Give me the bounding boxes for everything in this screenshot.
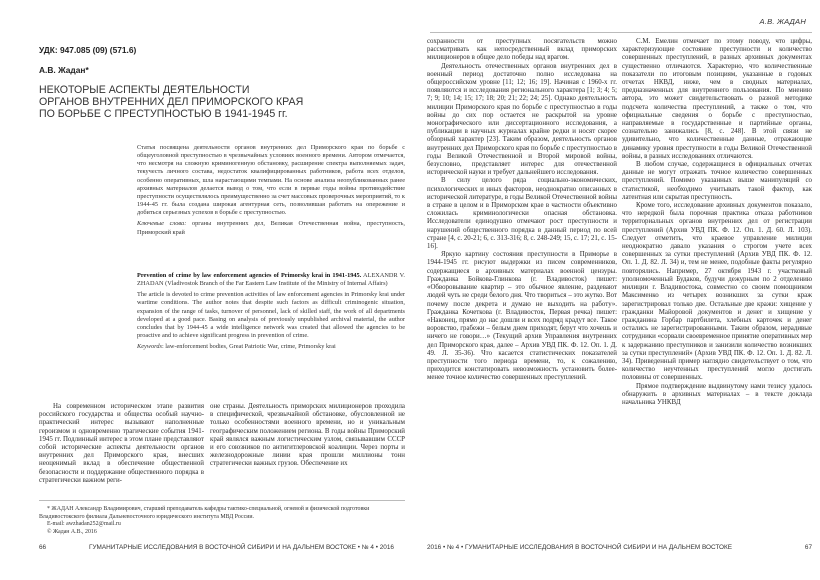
footnote-divider: [39, 500, 405, 501]
body-column-2: [210, 403, 405, 469]
body-paragraph: На современном историческом этапе развития российского государства и общества особый научно-практический интерес вызывают наполненные героизмом и одновременно трагические события 1941-1945 гг. Подлинный интерес в этом плане представляют собой исторические аспекты деятельности органов внутренних дел Приморского края, внесших неоценимый вклад в обеспечение общественной безопасности и поддержание общественного порядка в стратегически важном реги-: [39, 403, 204, 484]
page-number: 67: [804, 544, 812, 551]
footnote-email: E-mail: awzhadan252@mail.ru: [47, 521, 121, 528]
page-footer-right: [427, 544, 812, 551]
body-paragraph: В любом случае, содержащиеся в официальных отчетах данные не могут отражать точное количество совершенных преступлений. Помимо указанных выше манипуляций со статистикой, необходимо учитывать такой фактор, как латентная или скрытая преступность.: [622, 161, 812, 201]
abstract-ru-text: Статья посвящена деятельности органов внутренних дел Приморского края по борьбе с общеуголовной преступностью в чрезвычайных условиях военного времени. Автором отмечается, что несмотря на сложную криминогенную обстановку, расширение спектра выполняемых задач, текучесть личного состава, недостаток квалифицированных работников, работа всех отделов, особенно оперативных, шла нарастающими темпами. На основе анализа неопубликованных ранее архивных материалов делается вывод о том, что если в первые годы войны противодействие преступности осуществлялось преимущественно за счет массовых проверочных мероприятий, то к 1944-45 гг. была создана широкая агентурная сеть, позволившая работать на опережение и добиться серьезных успехов в борьбе с преступностью.: [137, 144, 405, 217]
keywords-ru: [137, 220, 405, 236]
footnote-affiliation: * ЖАДАН Александр Владимирович, старший преподаватель кафедры тактико-специальной, огневой и физической подготовки Владивостокского филиала Дальневосточного юридического института МВД России.: [39, 506, 370, 520]
body-column-2: [622, 38, 812, 407]
body-paragraph: Яркую картину состояния преступности в Приморье в 1944-1945 гг. рисуют выдержки из писем современников, содержащиеся в архивных материалах военной цензуры. Гражданка Бойкова-Глинкова (г. Владивосток) пишет: «Обворовывание квартир – это обычное явление, раздевают людей чуть не среди белого дня. Что твориться – это жутко. Вот почему после декрета и думаю не выходить на работу». Гражданка Кочеткова (г. Владивосток, Первая речка) пишет: «Наконец, прямо до нас дошли и всех подряд крадут все. Такое воровство, грабежи – белым днем приходят, берут что хочешь и ничего не говори…» (Текущий архив Управления внутренних дел Приморского края, далее – Архив УВД ПК. Ф. 12. Оп. 1. Д. 49. Л. 35-36). Что касается статистических показателей преступности того периода времени, то, к сожалению, приходится констатировать невозможность установить более-менее точное количество совершенных преступлений.: [427, 251, 617, 382]
en-header: [137, 272, 405, 288]
journal-footer: ГУМАНИТАРНЫЕ ИССЛЕДОВАНИЯ В ВОСТОЧНОЙ СИБИРИ И НА ДАЛЬНЕМ ВОСТОКЕ • № 4 • 2016: [89, 544, 394, 551]
body-paragraph: С.М. Емелин отмечает по этому поводу, что цифры, характеризующие состояние преступности и количество совершенных преступлений, в разных архивных документах существенно отличаются. Характерно, что количественные показатели по итоговым позициям, указанные в годовых отчетах НКВД, ниже, чем в сводных материалах, предназначенных для внутреннего пользования. По мнению автора, это может свидетельствовать о разной методике подсчета количества преступлений, а также о том, что официальные сведения о борьбе с преступностью, направляемые в государственные и партийные органы, сознательно занижались [8, с. 248]. В этой связи не удивительно, что количественные данные, отражающие динамику уровня преступности в годы Великой Отечественной войны, в разных исследованиях отличаются.: [622, 38, 812, 160]
keywords-ru-label: Ключевые слова:: [137, 220, 187, 228]
title-line: ОРГАНОВ ВНУТРЕННИХ ДЕЛ ПРИМОРСКОГО КРАЯ: [39, 96, 304, 108]
abstract-en-text: The article is devoted to crime prevention activities of law enforcement agencies in Primorsky krai under wartime conditions. The author notes that despite such factors as difficult criminogenic situation, expansion of the range of tasks, turnover of personnel, lack of skilled staff, the work of all departments developed at a good pace. Basing on analysis of previously unpublished archival material, the author concludes that by 1944-45 a wide intelligence network was created that allowed the agencies to be proactive and to achieve significant progress in prevention of crime.: [137, 291, 405, 340]
body-paragraph: Деятельность отечественных органов внутренних дел в военный период достаточно полно исследована на общероссийском уровне [11; 12; 16; 19]. Начиная с 1960-х гг. появляются и исследования регионального характера [1; 3; 4; 5; 7; 9; 10; 14; 15; 17; 18; 20; 21; 22; 24; 25]. Однако деятельность милиции Приморского края по борьбе с преступностью в годы войны до сих пор остается не раскрытой на уровне монографического или диссертационного исследования, а публикации в научных журналах крайне редки и носят скорее обзорный характер [23]. Таким образом, деятельность органов внутренних дел Приморского края по борьбе с преступностью в годы Великой Отечественной и Второй мировой войны, безусловно, представляет интерес для отечественной исторической науки и требует дальнейшего исследования.: [427, 62, 617, 177]
running-head: А.В. ЖАДАН: [759, 17, 806, 26]
author-footnote: [39, 506, 405, 536]
body-paragraph: В силу целого ряда социально-экономических, психологических и иных факторов, неоднократно описанных в исторической литературе, в годы Великой Отечественной войны в стране в целом и в Приморском крае в частности объективно сложилась криминологически опасная обстановка. Исследователи единодушно отмечают рост преступности и нарушений общественного порядка в данный период по всей стране [4, с. 20-21; 6, с. 313-316; 8, с. 248-249; 15, с. 17; 21, с. 15-16].: [427, 177, 617, 251]
body-paragraph: оне страны. Деятельность приморских милиционеров проходила в специфической, чрезвычайной обстановке, обусловленной не только особенностями военного времени, но и уникальным географическим положением региона. В годы войны Приморский край являлся важным логистическим узлом, связывавшим СССР и его союзников по антигитлеровской коалиции. Через порты и железнодорожные линии края прошли миллионы тонн стратегически важных грузов. Обеспечение их: [210, 403, 405, 468]
journal-footer: 2016 • № 4 • ГУМАНИТАРНЫЕ ИССЛЕДОВАНИЯ В ВОСТОЧНОЙ СИБИРИ И НА ДАЛЬНЕМ ВОСТОКЕ: [427, 544, 732, 551]
body-column-1: [427, 38, 617, 383]
page-footer-left: [39, 544, 405, 551]
keywords-en-text: : law-enforcement bodies, Great Patriotic War, crime, Primorsky krai: [161, 343, 336, 351]
keywords-en-label: Keywords: [137, 343, 162, 351]
body-paragraph: Прямое подтверждение выдвинутому нами тезису удалось обнаружить в архивных материалах – в тексте доклада начальника УНКВД: [622, 382, 812, 406]
right-page: [410, 0, 820, 580]
page-number: 66: [39, 544, 47, 551]
footnote-copyright: © Жадан А.В., 2016: [47, 528, 97, 535]
body-column-1: [39, 403, 204, 485]
keywords-en: [137, 343, 405, 351]
udk-code: УДК: 947.085 (09) (571.6): [39, 45, 137, 55]
article-author: А.В. Жадан*: [39, 65, 89, 75]
en-title: Prevention of crime by law enforcement agencies of Primorsky krai in 1941-1945.: [137, 272, 362, 279]
header-divider: [430, 32, 812, 33]
title-line: ПО БОРЬБЕ С ПРЕСТУПНОСТЬЮ В 1941-1945 гг.: [39, 108, 288, 120]
abstract-ru: [137, 144, 405, 237]
body-paragraph: Кроме того, исследование архивных документов показало, что нередкой была порочная практика отказа работников территориальных органов внутренних дел от регистрации преступлений (Архив УВД ПК. Ф. 12. Оп. 1. Д. 60. Л. 103). Следует отметить, что краевое управление милиции неоднократно давало указания о строгом учете всех совершенных за сутки преступлений (Архив УВД ПК. Ф. 12. Оп. 1. Д. 82. Л. 34) и, тем не менее, подобные факты регулярно повторялись. Например, 27 октября 1943 г. участковый уполномоченный Будаков, будучи дежурным по 2 отделению милиции г. Владивостока, совместно со своим помощником Максименко из четырех возникших за сутки краж зарегистрировал только две. Остальные две кражи: хищение у гражданки Майоровой документов и денег и хищение у гражданина Горбар партбилета, хлебных карточек и денег остались не зарегистрированными. Таким образом, нерадивые сотрудники «сорвали своевременное принятие оперативных мер к задержанию преступников и занизили количество возникших за сутки преступлений» (Архив УВД ПК. Ф. 12. Оп. 1. Д. 82. Л. 34). Приведенный пример наглядно свидетельствует о том, что количество неучтенных преступлений могло достигать половины от совершенных.: [622, 202, 812, 382]
abstract-en: [137, 272, 405, 351]
en-author: ALEXANDR V. ZHADAN (Vladivostok Branch of the Far Eastern Law Institute of the Ministry of Internal Affairs): [137, 272, 405, 288]
article-title: [39, 84, 339, 120]
keywords-ru-text: органы внутренних дел, Великая Отечественная война, преступность, Приморский край: [137, 220, 406, 236]
title-line: НЕКОТОРЫЕ АСПЕКТЫ ДЕЯТЕЛЬНОСТИ: [39, 84, 250, 96]
body-paragraph: сохранности от преступных посягательств можно рассматривать как непосредственный вклад приморских милиционеров в общее дело победы над врагом.: [427, 38, 617, 62]
